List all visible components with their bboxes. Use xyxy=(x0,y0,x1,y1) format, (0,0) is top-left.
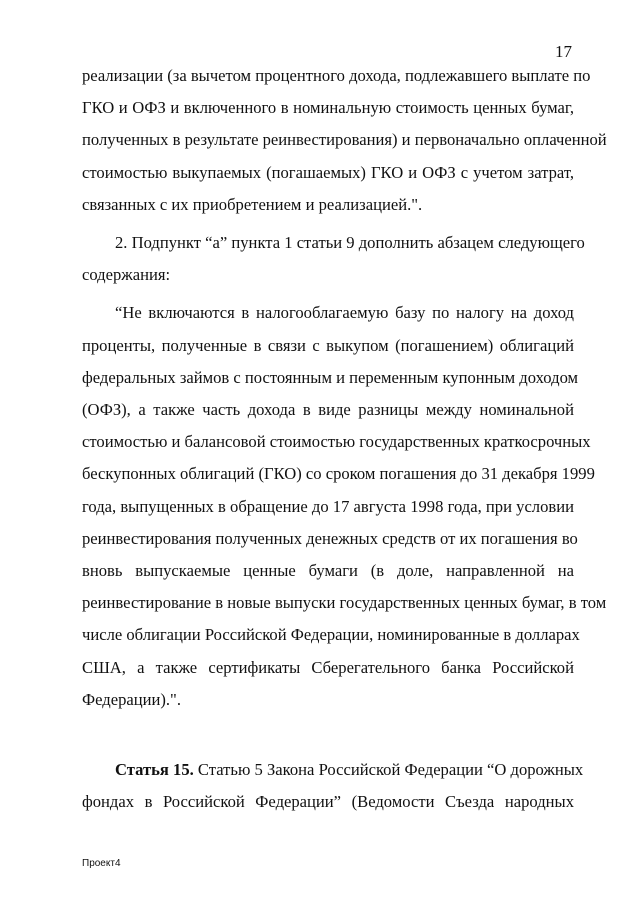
paragraph-continuation xyxy=(82,60,607,221)
text-line: США, а также сертификаты Сберегательного банка Российской xyxy=(82,657,574,677)
text-line: стоимостью выкупаемых (погашаемых) ГКО и ОФЗ с учетом затрат, xyxy=(82,162,574,182)
text-line: фондах в Российской Федерации” (Ведомости Съезда народных xyxy=(82,792,574,812)
article-15 xyxy=(82,754,584,818)
text-line: проценты, полученные в связи с выкупом (погашением) облигаций xyxy=(82,335,574,355)
text-line: (ОФЗ), а также часть дохода в виде разницы между номинальной xyxy=(82,400,574,420)
paragraph-quoted-amendment xyxy=(82,297,607,716)
text-line: 2. Подпункт “а” пункта 1 статьи 9 дополнить абзацем следующего xyxy=(115,233,585,253)
text-line: реализации (за вычетом процентного дохода, подлежавшего выплате по xyxy=(82,66,591,85)
page-number: 17 xyxy=(555,42,572,61)
text-line: “Не включаются в налогооблагаемую базу по налогу на доход xyxy=(115,303,574,323)
paragraph-subpoint-2 xyxy=(82,227,585,291)
article-heading: Статья 15. xyxy=(115,760,194,780)
text-line: вновь выпускаемые ценные бумаги (в доле, направленной на xyxy=(82,561,574,581)
footer-project-label: Проект4 xyxy=(82,858,121,869)
text-line: Федерации).". xyxy=(82,689,181,709)
text-line: бескупонных облигаций (ГКО) со сроком погашения до 31 декабря 1999 xyxy=(82,464,595,484)
text-line: федеральных займов с постоянным и переменным купонным доходом xyxy=(82,367,579,387)
text-line: реинвестирование в новые выпуски государственных ценных бумаг, в том xyxy=(82,593,607,613)
article-text: Статью 5 Закона Российской Федерации “О дорожных xyxy=(193,760,584,780)
text-line: ГКО и ОФЗ и включенного в номинальную стоимость ценных бумаг, xyxy=(82,98,574,118)
text-line: содержания: xyxy=(82,265,171,285)
text-line: стоимостью и балансовой стоимостью государственных краткосрочных xyxy=(82,432,591,452)
article-first-line xyxy=(82,754,584,786)
text-line: связанных с их приобретением и реализацией.". xyxy=(82,194,423,214)
text-line: полученных в результате реинвестирования) и первоначально оплаченной xyxy=(82,130,607,150)
document-body xyxy=(82,60,607,818)
text-line: реинвестирования полученных денежных средств от их погашения во xyxy=(82,528,578,548)
text-line: числе облигации Российской Федерации, номинированные в долларах xyxy=(82,625,580,645)
text-line: года, выпущенных в обращение до 17 августа 1998 года, при условии xyxy=(82,496,574,516)
